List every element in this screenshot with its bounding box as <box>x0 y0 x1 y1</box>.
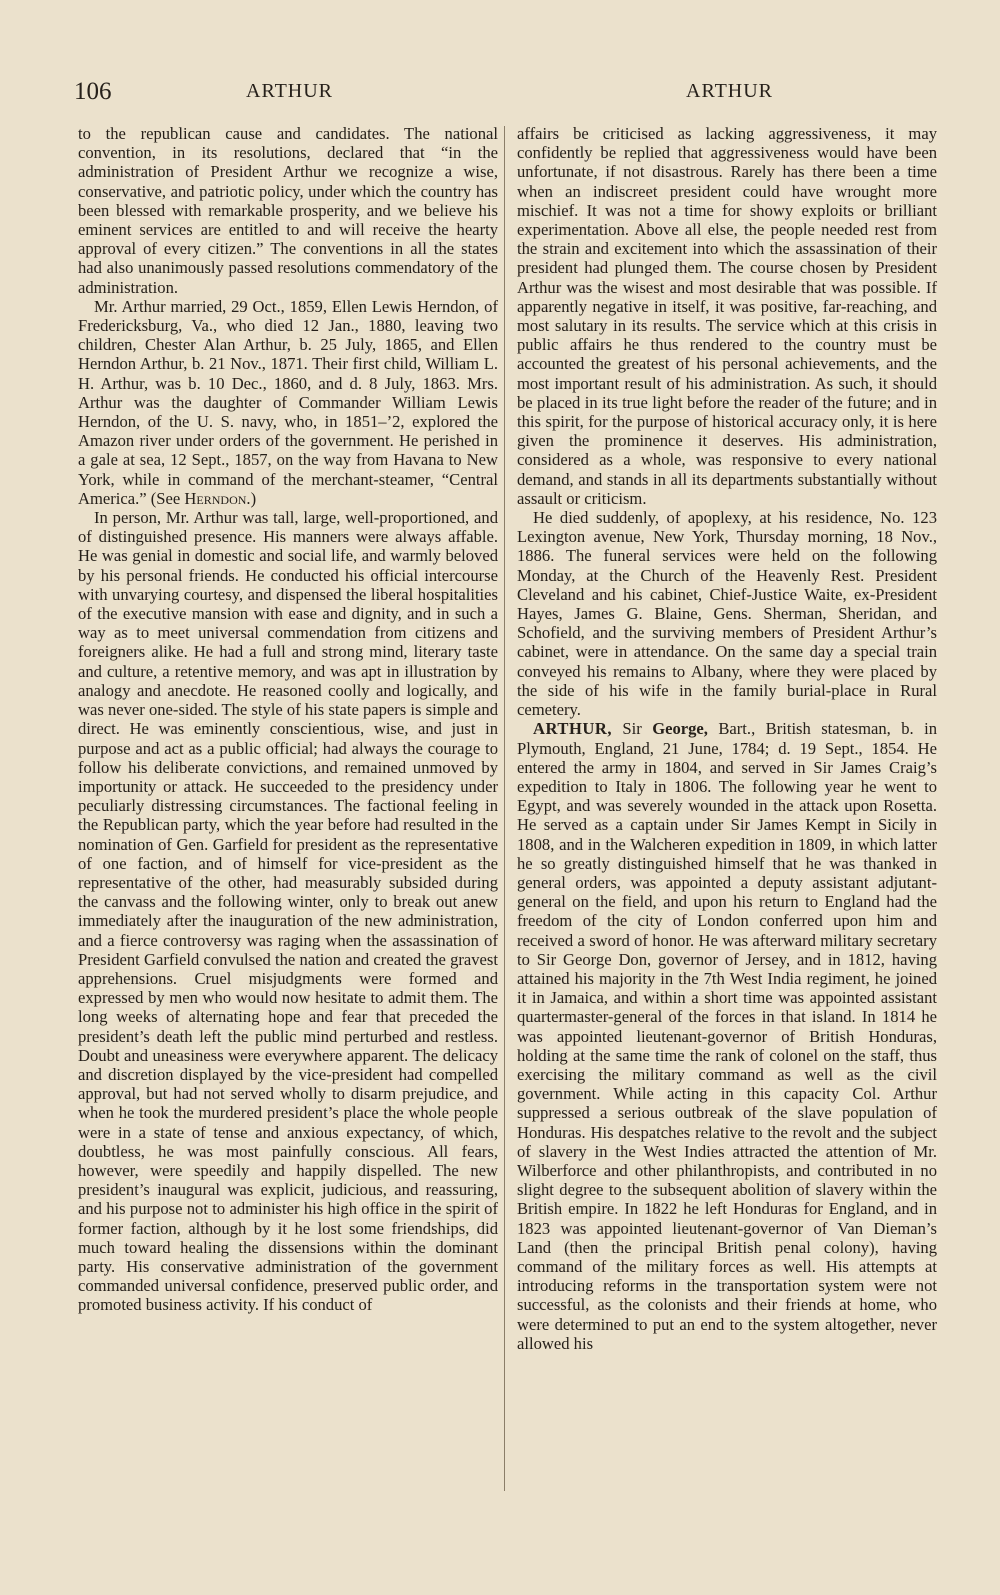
column-divider <box>504 126 505 1491</box>
entry-text: Bart., British statesman, b. in Plymouth, England, 21 June, 1784; d. 19 Sept., 1854. He entered the army in 1804, and served in Sir James Craig’s expedition to Italy in 1806. The following year he went to Egypt, and was severely wounded in the attack upon Rosetta. He served as a captain under Sir James Kempt in Sicily in 1808, and in the Walcheren expedition in 1809, in which latter he so greatly distinguished himself that he was thanked in general orders, was appointed a deputy assistant adjutant-general on the field, and upon his return to England had the freedom of the city of London conferred upon him and received a sword of honor. He was afterward military secretary to Sir George Don, governor of Jersey, and in 1812, having attained his majority in the 7th West India regiment, he joined it in Jamaica, and within a short time was appointed assistant quartermaster-general of the forces in that island. In 1814 he was appointed lieutenant-governor of British Honduras, holding at the same time the rank of colonel on the staff, thus exercising the military command as well as the civil government. While acting in this capacity Col. Arthur suppressed a serious outbreak of the slave population of Honduras. His despatches relative to the revolt and the subject of slavery in the West Indies attracted the attention of Mr. Wilberforce and other philanthropists, and contributed in no slight degree to the subsequent abolition of slavery within the British empire. In 1822 he left Honduras for England, and in 1823 was appointed lieutenant-governor of Van Dieman’s Land (then the principal British penal colony), having command of the military forces as well. His attempts at introducing reforms in the transportation system were not successful, as the colonists and their friends at home, who were determined to put an end to the system altogether, never allowed his <box>517 719 937 1353</box>
paragraph-republican-cause: to the republican cause and candidates. The national convention, in its resolutions, declared that “in the administration of President Arthur we recognize a wise, conservative, and patriotic policy, under which the country has been blessed with remarkable prosperity, and we believe his eminent services are entitled to and will receive the hearty approval of every citizen.” The conventions in all the states had also unanimously passed resolutions commendatory of the administration. <box>78 124 498 297</box>
herndon-cross-reference: Herndon. <box>184 488 251 508</box>
page-header <box>0 72 1000 112</box>
marriage-text-end: ) <box>250 488 257 508</box>
page-number: 106 <box>74 78 112 105</box>
left-column <box>78 124 498 1315</box>
left-running-head: ARTHUR <box>246 80 334 102</box>
entry-title: Sir <box>611 719 653 739</box>
paragraph-administration: affairs be criticised as lacking aggressiveness, it may confidently be replied that aggressiveness would have been unfortunate, if not disastrous. Rarely has there been a time when an indiscreet president could have wrought more mischief. It was not a time for showy exploits or brilliant experimentation. Above all else, the people needed rest from the strain and excitement into which the assassination of their president had plunged them. The course chosen by President Arthur was the wisest and most desirable that was possible. If apparently negative in itself, it was positive, far-reaching, and most salutary in its results. The service which at this crisis in public affairs he thus rendered to the country must be accounted the greatest of his personal achievements, and the most important result of his administration. As such, it should be placed in its true light before the reader of the future; and in this spirit, for the purpose of historical accuracy only, it is here given the prominence it deserves. His administration, considered as a whole, was responsive to every national demand, and stands in all its departments substantially without assault or criticism. <box>517 124 937 508</box>
right-running-head: ARTHUR <box>686 80 774 102</box>
entry-arthur-sir-george <box>517 719 937 1353</box>
entry-headword: ARTHUR, <box>533 719 612 739</box>
entry-given-name: George, <box>652 719 708 739</box>
marriage-text: Mr. Arthur married, 29 Oct., 1859, Ellen Lewis Herndon, of Fredericksburg, Va., who died 12 Jan., 1880, leaving two children, Chester Alan Arthur, b. 25 July, 1865, and Ellen Herndon Arthur, b. 21 Nov., 1871. Their first child, William L. H. Arthur, was b. 10 Dec., 1860, and d. 8 July, 1863. Mrs. Arthur was the daughter of Commander William Lewis Herndon, of the U. S. navy, who, in 1851–’2, explored the Amazon river under orders of the government. He perished in a gale at sea, 12 Sept., 1857, on the way from Havana to New York, while in command of the merchant-steamer, “Central America.” (See <box>78 296 498 508</box>
paragraph-in-person: In person, Mr. Arthur was tall, large, well-proportioned, and of distinguished presence. His manners were always affable. He was genial in domestic and social life, and warmly beloved by his personal friends. He conducted his official intercourse with unvarying courtesy, and dispensed the liberal hospitalities of the executive mansion with ease and dignity, and in such a way as to meet universal commendation from citizens and foreigners alike. He had a full and strong mind, literary taste and culture, a retentive memory, and was apt in illustration by analogy and anecdote. He reasoned coolly and logically, and was never one-sided. The style of his state papers is simple and direct. He was eminently conscientious, wise, and just in purpose and act as a public official; had always the courage to follow his deliberate convictions, and remained unmoved by importunity or attack. He succeeded to the presidency under peculiarly distressing circumstances. The factional feeling in the Republican party, which the year before had resulted in the nomination of Gen. Garfield for president as the representative of one faction, and of himself for vice-president as the representative of the other, had measurably subsided during the canvass and the following winter, only to break out anew immediately after the inauguration of the new administration, and a fierce controversy was raging when the assassination of President Garfield convulsed the nation and created the gravest apprehensions. Cruel misjudgments were formed and expressed by men who would now hesitate to admit them. The long weeks of alternating hope and fear that preceded the president’s death left the public mind perturbed and restless. Doubt and uneasiness were everywhere apparent. The delicacy and discretion displayed by the vice-president had compelled approval, but had not served wholly to disarm prejudice, and when he took the murdered president’s place the whole people were in a state of tense and anxious expectancy, of which, doubtless, he was most painfully conscious. All fears, however, were speedily and happily dispelled. The new president’s inaugural was explicit, judicious, and reassuring, and his purpose not to administer his high office in the spirit of former faction, although by it he lost some friendships, did much toward healing the dissensions within the dominant party. His conservative administration of the government commanded universal confidence, preserved public order, and promoted business activity. If his conduct of <box>78 508 498 1315</box>
paragraph-marriage <box>78 297 498 508</box>
right-column <box>517 124 937 1353</box>
paragraph-death: He died suddenly, of apoplexy, at his residence, No. 123 Lexington avenue, New York, Thursday morning, 18 Nov., 1886. The funeral services were held on the following Monday, at the Church of the Heavenly Rest. President Cleveland and his cabinet, Chief-Justice Waite, ex-President Hayes, James G. Blaine, Gens. Sherman, Sheridan, and Schofield, and the surviving members of President Arthur’s cabinet, were in attendance. On the same day a special train conveyed his remains to Albany, where they were placed by the side of his wife in the family burial-place in Rural cemetery. <box>517 508 937 720</box>
